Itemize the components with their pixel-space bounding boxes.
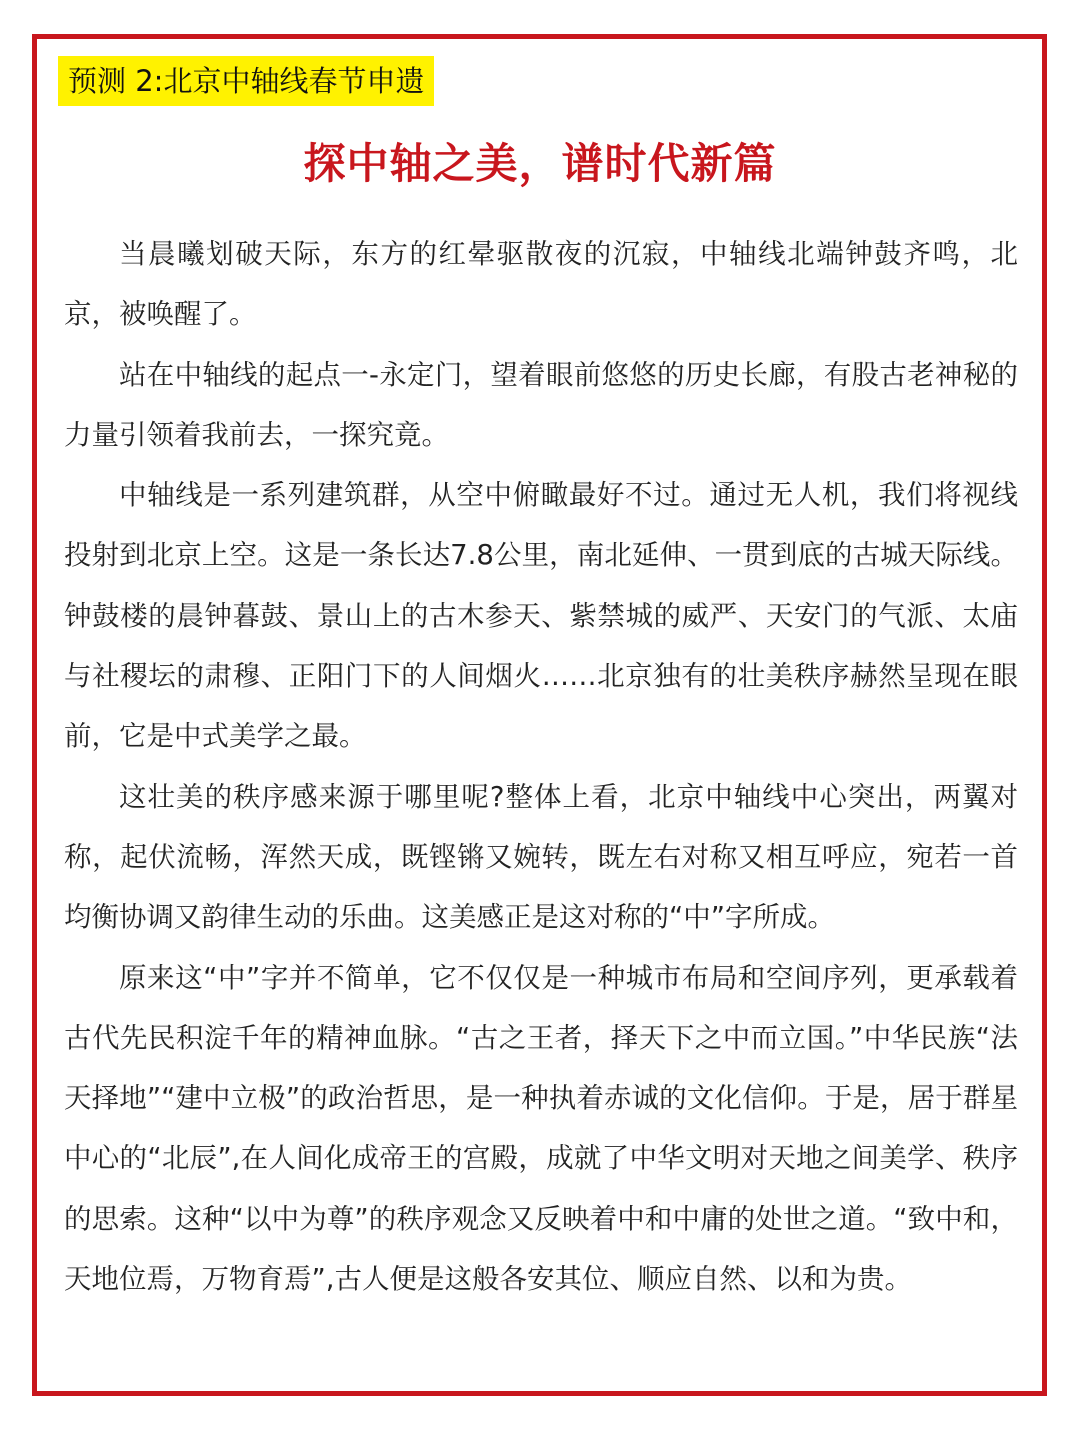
article-title: 探中轴之美，谱时代新篇	[303, 139, 777, 188]
paragraph: 中轴线是一系列建筑群，从空中俯瞰最好不过。通过无人机，我们将视线投射到北京上空。这是一条长达7.8公里，南北延伸、一贯到底的古城天际线。钟鼓楼的晨钟暮鼓、景山上的古木参天、紫禁城的威严、天安门的气派、太庙与社稷坛的肃穆、正阳门下的人间烟火……北京独有的壮美秩序赫然呈现在眼前，它是中式美学之最。	[64, 479, 1018, 753]
article-body	[64, 224, 1018, 1309]
paragraph: 原来这“中”字并不简单，它不仅仅是一种城市布局和空间序列，更承载着古代先民积淀千年的精神血脉。“古之王者，择天下之中而立国。”中华民族“法天择地”“建中立极”的政治哲思，是一种执着赤诚的文化信仰。于是，居于群星中心的“北辰”,在人间化成帝王的宫殿，成就了中华文明对天地之间美学、秩序的思索。这种“以中为尊”的秩序观念又反映着中和中庸的处世之道。“致中和，天地位焉，万物育焉”,古人便是这般各安其位、顺应自然、以和为贵。	[64, 961, 1018, 1296]
paragraph: 这壮美的秩序感来源于哪里呢?整体上看，北京中轴线中心突出，两翼对称，起伏流畅，浑然天成，既铿锵又婉转，既左右对称又相互呼应，宛若一首均衡协调又韵律生动的乐曲。这美感正是这对称的“中”字所成。	[64, 780, 1018, 934]
prediction-tag: 预测 2:北京中轴线春节申遗	[58, 56, 434, 106]
paragraph: 站在中轴线的起点一-永定门，望着眼前悠悠的历史长廊，有股古老神秘的力量引领着我前去，一探究竟。	[64, 358, 1018, 451]
paragraph: 当晨曦划破天际，东方的红晕驱散夜的沉寂，中轴线北端钟鼓齐鸣，北京，被唤醒了。	[64, 238, 1018, 331]
